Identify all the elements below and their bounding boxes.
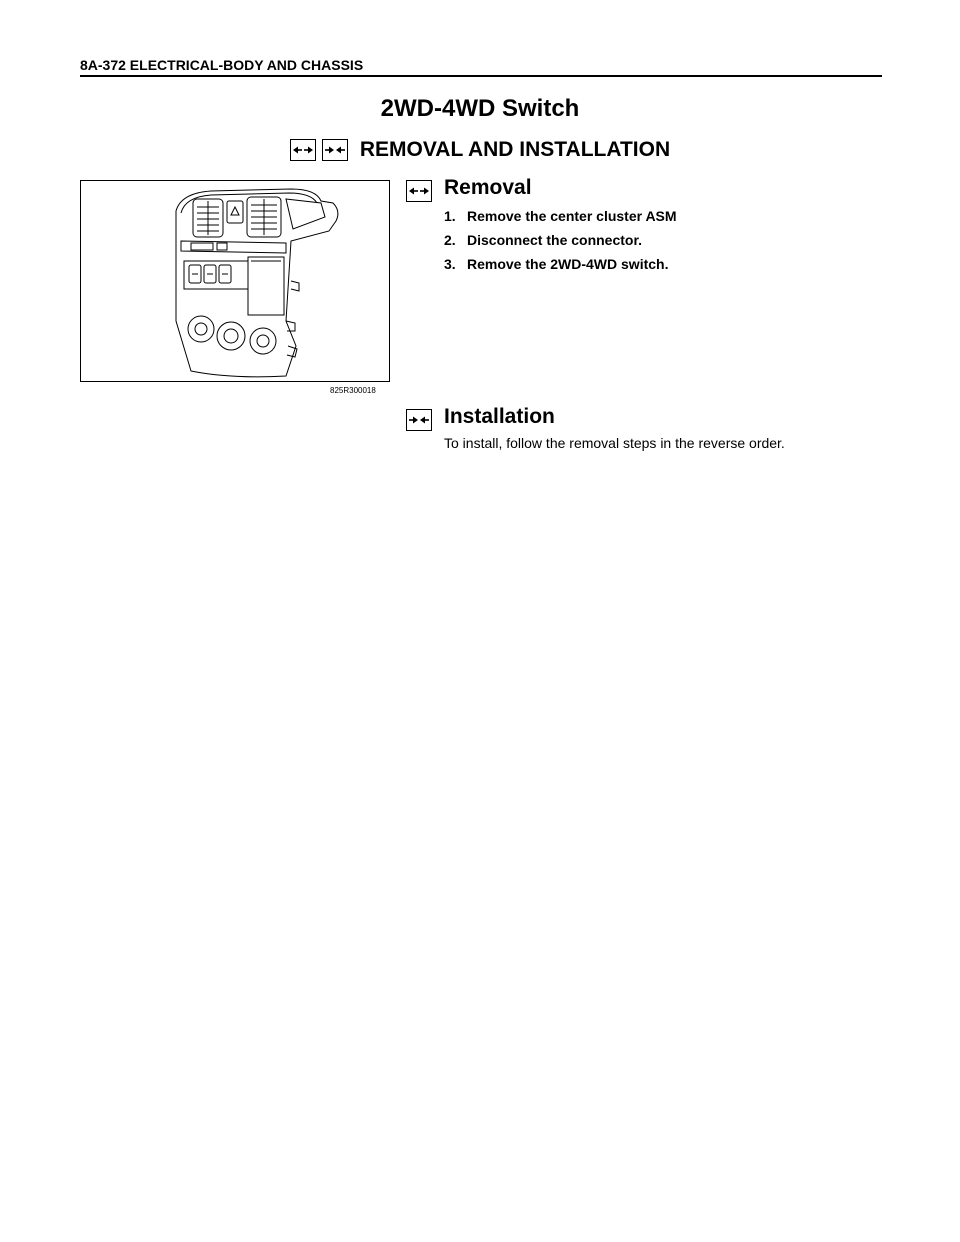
subtitle-row (0, 138, 960, 162)
installation-text: To install, follow the removal steps in the reverse order. (444, 435, 785, 451)
installation-arrows-icon (406, 409, 432, 431)
page-header (80, 57, 882, 77)
removal-arrows-icon (406, 180, 432, 202)
step-text: Remove the 2WD-4WD switch. (467, 256, 669, 272)
installation-heading: Installation (444, 405, 555, 428)
list-item (444, 256, 677, 272)
step-number: 3. (444, 256, 456, 272)
section-subtitle: REMOVAL AND INSTALLATION (359, 138, 671, 161)
removal-heading: Removal (444, 176, 532, 199)
step-number: 2. (444, 232, 456, 248)
step-number: 1. (444, 208, 456, 224)
step-text: Remove the center cluster ASM (467, 208, 677, 224)
center-cluster-drawing (81, 181, 389, 381)
list-item (444, 232, 677, 248)
step-text: Disconnect the connector. (467, 232, 643, 248)
figure-code: 825R300018 (330, 386, 376, 395)
removal-arrows-icon (290, 139, 316, 161)
installation-arrows-icon (322, 139, 348, 161)
page-title: 2WD-4WD Switch (380, 95, 580, 122)
center-cluster-illustration (80, 180, 390, 382)
header-text: 8A-372 ELECTRICAL-BODY AND CHASSIS (80, 57, 364, 73)
list-item (444, 208, 677, 224)
removal-steps (444, 208, 677, 280)
